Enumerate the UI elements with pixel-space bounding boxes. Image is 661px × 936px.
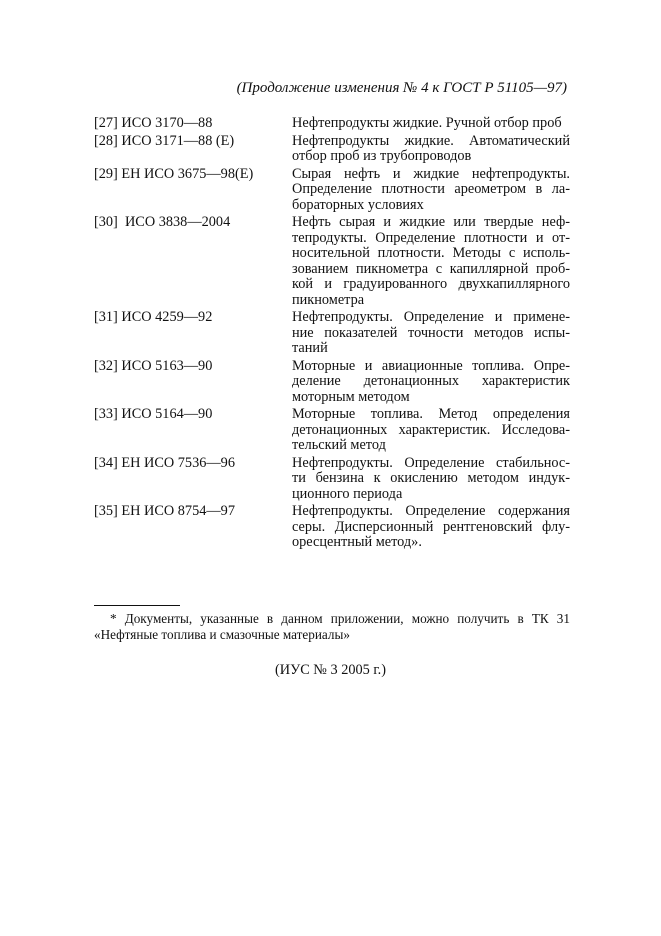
reference-id: [34] ЕН ИСО 7536—96 <box>94 454 235 471</box>
reference-title-line: Нефтепродукты. Определение и примене- <box>292 309 570 325</box>
reference-id: [33] ИСО 5164—90 <box>94 406 213 422</box>
reference-title-line: Нефтепродукты жидкие. Ручной отбор проб <box>292 115 562 131</box>
reference-title-line: Нефтепродукты. Определение содержания <box>292 503 570 519</box>
reference-item <box>94 359 570 406</box>
reference-title-line: Нефть сырая и жидкие или твердые неф- <box>292 214 570 230</box>
reference-title-line: серы. Дисперсионный рентгеновский флу- <box>292 518 570 535</box>
continuation-header: (Продолжение изменения № 4 к ГОСТ Р 51105—97) <box>236 80 567 96</box>
reference-id: [30] ИСО 3838—2004 <box>94 214 231 230</box>
reference-id: [29] ЕН ИСО 3675—98(Е) <box>94 165 254 182</box>
reference-title-line: ние показателей точности методов испы- <box>292 324 570 341</box>
source-citation: (ИУС № 3 2005 г.) <box>274 662 386 678</box>
reference-item <box>94 504 570 551</box>
reference-item <box>94 456 570 503</box>
reference-title-line: отбор проб из трубопроводов <box>292 148 472 164</box>
reference-title-line: Определение плотности ареометром в ла- <box>292 181 570 197</box>
reference-title-line: тельский метод <box>292 437 386 453</box>
reference-title-line: Сырая нефть и жидкие нефтепродукты. <box>292 165 570 182</box>
footnote-line: «Нефтяные топлива и смазочные материалы» <box>94 627 350 642</box>
reference-id: [32] ИСО 5163—90 <box>94 357 213 374</box>
reference-id: [28] ИСО 3171—88 (Е) <box>94 132 235 149</box>
reference-title-line: моторным методом <box>292 388 410 405</box>
reference-title-line: кой и градуированного двухкапиллярного <box>292 276 570 292</box>
reference-title <box>292 215 570 308</box>
reference-title-line: оресцентный метод». <box>292 534 422 550</box>
footnote <box>94 611 570 643</box>
reference-item <box>94 310 570 357</box>
reference-title-line: зованием пикнометра с капиллярной проб- <box>292 260 570 277</box>
reference-title <box>292 504 570 551</box>
reference-list <box>94 116 570 553</box>
reference-title-line: Нефтепродукты жидкие. Автоматический <box>292 132 570 149</box>
reference-id: [27] ИСО 3170—88 <box>94 115 213 131</box>
footnote-line: * Документы, указанные в данном приложении, можно получить в ТК 31 <box>110 611 570 626</box>
reference-title <box>292 167 570 214</box>
reference-title <box>292 456 570 503</box>
reference-title-line: тепродукты. Определение плотности и от- <box>292 229 570 246</box>
reference-id: [31] ИСО 4259—92 <box>94 309 213 325</box>
reference-title <box>292 116 570 132</box>
reference-title-line: ционного периода <box>292 485 403 502</box>
reference-title <box>292 407 570 454</box>
reference-title-line: бораторных условиях <box>292 196 424 213</box>
footnote-divider <box>94 605 180 606</box>
reference-title-line: пикнометра <box>292 291 365 308</box>
reference-title-line: детонационных характеристик. Исследова- <box>292 421 570 438</box>
reference-item <box>94 407 570 454</box>
reference-title <box>292 310 570 357</box>
reference-item <box>94 134 570 165</box>
reference-title-line: носительной плотности. Методы с исполь- <box>292 245 570 261</box>
reference-id: [35] ЕН ИСО 8754—97 <box>94 503 235 519</box>
reference-item <box>94 215 570 308</box>
reference-title-line: Моторные и авиационные топлива. Опре- <box>292 357 570 374</box>
reference-title <box>292 134 570 165</box>
reference-title-line: ти бензина к окислению методом индук- <box>292 470 570 486</box>
reference-title <box>292 359 570 406</box>
reference-item <box>94 116 570 132</box>
reference-title-line: таний <box>292 340 328 356</box>
reference-title-line: Моторные топлива. Метод определения <box>292 406 570 422</box>
reference-title-line: Нефтепродукты. Определение стабильнос- <box>292 454 570 471</box>
reference-title-line: деление детонационных характеристик <box>292 373 570 389</box>
reference-item <box>94 167 570 214</box>
